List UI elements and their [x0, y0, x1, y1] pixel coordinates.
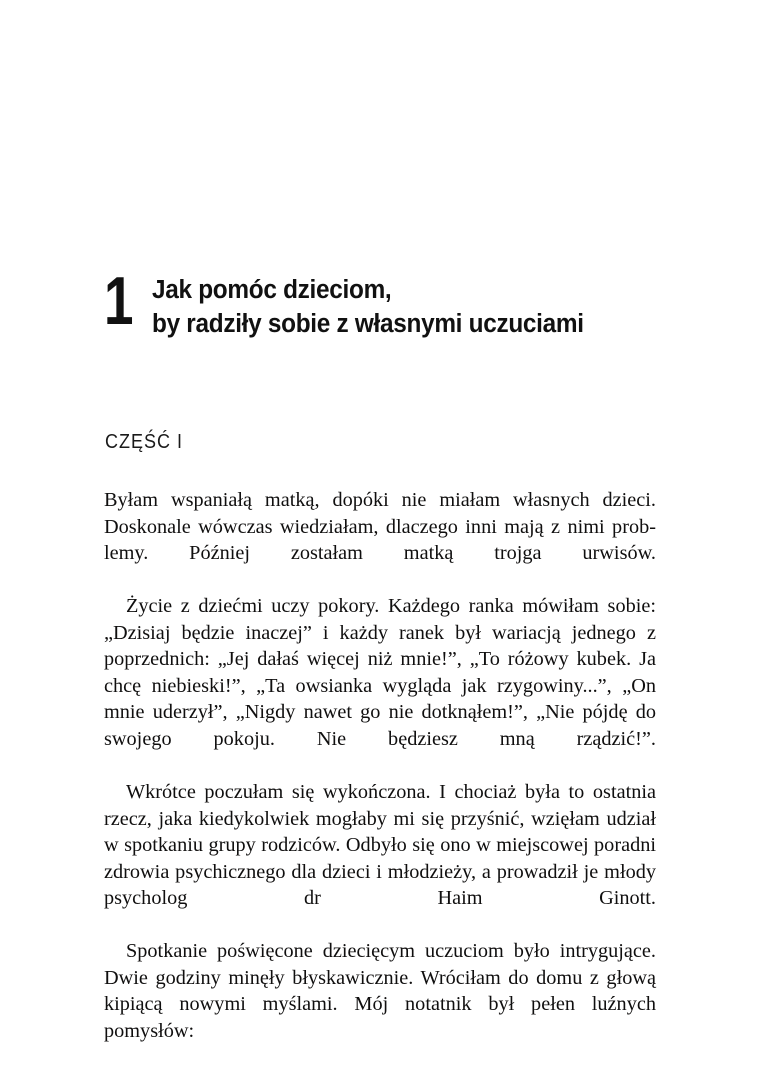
chapter-title-line-1: Jak pomóc dzieciom,	[152, 276, 392, 304]
chapter-title	[152, 268, 641, 342]
paragraph: Wkrótce poczułam się wykończona. I chociaż była to ostatnia rzecz, jaka kiedykolwiek mogłaby mi się przyśnić, wzięłam udział w spotkaniu grupy rodziców. Odbyło się ono w miejscowej poradni zdrowia psychicznego dla dzieci i młodzieży, a prowadził je młody psycholog dr Haim Ginott.	[104, 781, 656, 910]
chapter-title-line-2: by radziły sobie z własnymi uczuciami	[152, 309, 584, 338]
paragraph: Życie z dziećmi uczy pokory. Każdego ranka mówiłam sobie: „Dzisiaj będzie inaczej” i każdy ranek był wariacją jednego z poprzednich: „Jej dałaś więcej niż mnie!”, „To różowy kubek. Ja chcę niebieski!”, „Ta owsianka wygląda jak rzygowiny...”, „On mnie uderzył”, „Nigdy nawet go nie dotknąłem!”, „Nie pójdę do swojego pokoju. Nie będziesz mną rządzić!”.	[104, 595, 656, 750]
chapter-heading	[104, 263, 664, 342]
chapter-number: 1	[104, 263, 133, 339]
part-label: CZĘŚĆ I	[105, 431, 183, 453]
paragraph: Byłam wspaniałą matką, dopóki nie miałam własnych dzieci. Doskonale wówczas wiedziałam, dlaczego inni mają z nimi problemy. Później zostałam matką trojga urwisów.	[104, 489, 656, 565]
paragraph: Spotkanie poświęcone dziecięcym uczuciom było intrygujące. Dwie godziny minęły błyskawicznie. Wróciłam do domu z głową kipiącą nowymi myślami. Mój notatnik był pełen luźnych pomysłów:	[104, 940, 656, 1042]
body-text	[104, 487, 656, 1071]
